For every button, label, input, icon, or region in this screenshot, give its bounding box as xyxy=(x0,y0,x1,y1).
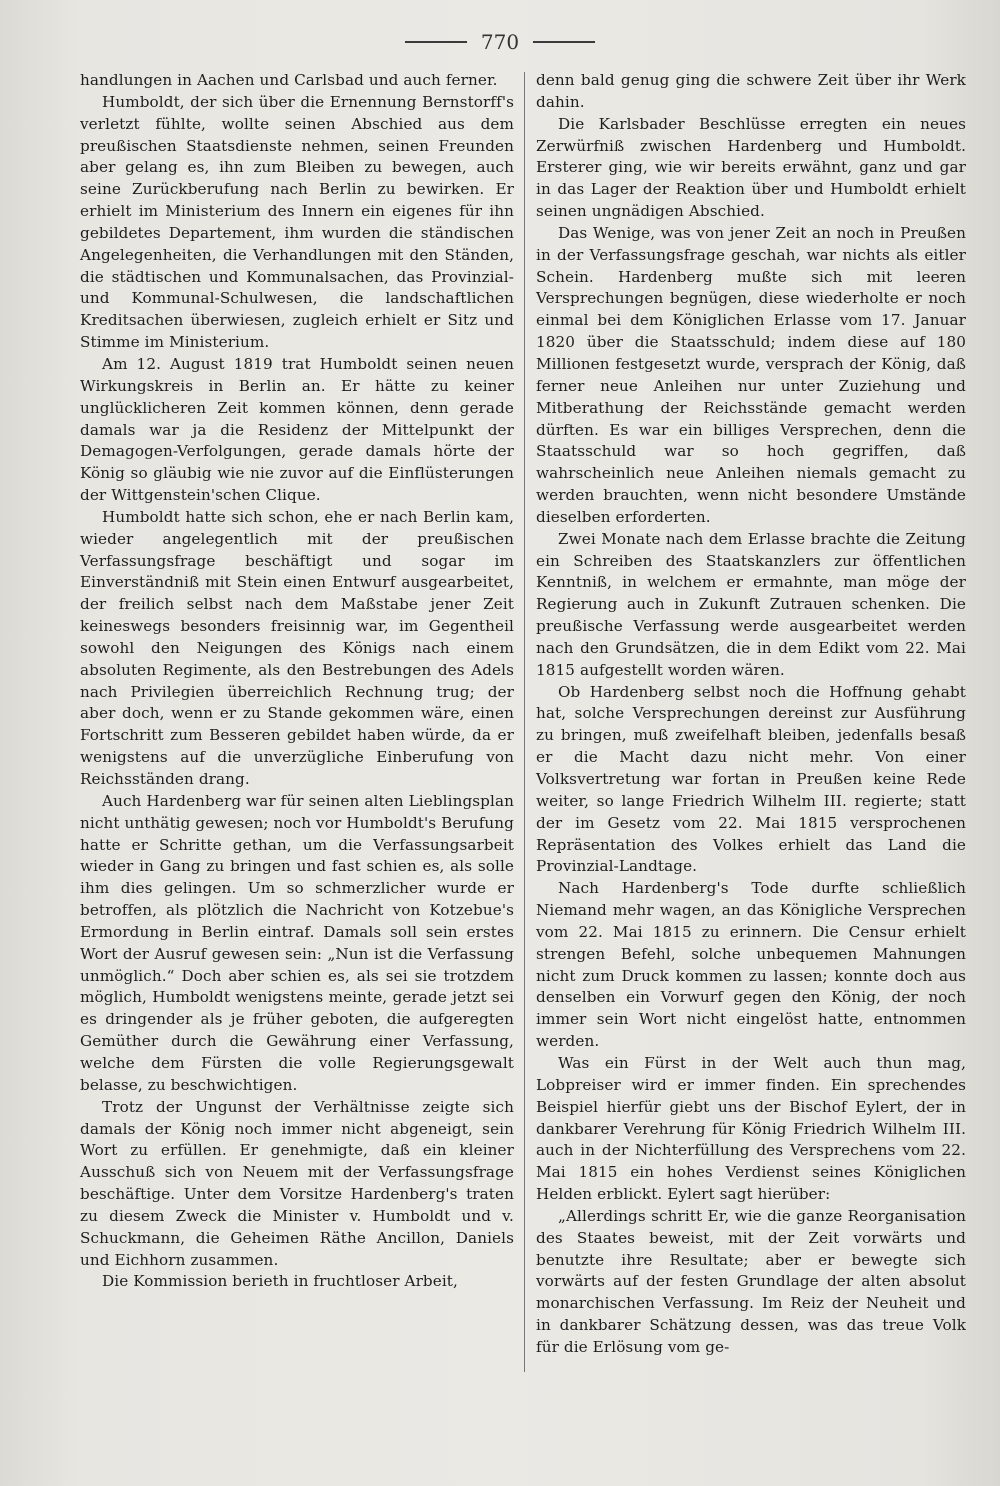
left-column xyxy=(80,70,514,1293)
paragraph: Die Karlsbader Beschlüsse erregten ein neues Zerwürfniß zwischen Hardenberg und Humboldt. Ersterer ging, wie wir bereits erwähnt, ganz und gar in das Lager der Reaktion über und Humboldt erhielt seinen ungnädigen Abschied. xyxy=(536,114,966,221)
paragraph: handlungen in Aachen und Carlsbad und auch ferner. xyxy=(80,71,498,89)
header-rule-right xyxy=(533,41,595,43)
header-rule-left xyxy=(405,41,467,43)
paragraph: Trotz der Ungunst der Verhältnisse zeigte sich damals der König noch immer nicht abgeneigt, sein Wort zu erfüllen. Er genehmigte, daß ein kleiner Ausschuß sich von Neuem mit der Verfassungsfrage beschäftige. Unter dem Vorsitze Hardenberg's traten zu diesem Zweck die Minister v. Humboldt und v. Schuckmann, die Geheimen Räthe Ancillon, Daniels und Eichhorn zusammen. xyxy=(80,1097,514,1269)
paragraph: Das Wenige, was von jener Zeit an noch in Preußen in der Verfassungsfrage geschah, war nichts als eitler Schein. Hardenberg mußte sich mit leeren Versprechungen begnügen, diese wiederholte er noch einmal bei dem Königlichen Erlasse vom 17. Januar 1820 über die Staatsschuld; indem diese auf 180 Millionen festgesetzt wurde, versprach der König, daß ferner neue Anleihen nur unter Zuziehung und Mitberathung der Reichsstände gemacht werden dürften. Es war ein billiges Versprechen, denn die Staatsschuld war so hoch gegriffen, daß wahrscheinlich neue Anleihen niemals gemacht zu werden brauchten, wenn nicht besondere Umstände dieselben erforderten. xyxy=(536,223,966,526)
paragraph: Humboldt hatte sich schon, ehe er nach Berlin kam, wieder angelegentlich mit der preußischen Verfassungsfrage beschäftigt und sogar im Einverständniß mit Stein einen Entwurf ausgearbeitet, der freilich selbst nach dem Maßstabe jener Zeit keineswegs besonders freisinnig war, im Gegentheil sowohl den Neigungen des Königs nach einem absoluten Regimente, als den Bestrebungen des Adels nach Privilegien überreichlich Rechnung trug; der aber doch, wenn er zu Stande gekommen wäre, einen Fortschritt zum Besseren gebildet haben würde, da er wenigstens auf die unverzügliche Einberufung von Reichsständen drang. xyxy=(80,507,514,788)
paragraph: Nach Hardenberg's Tode durfte schließlich Niemand mehr wagen, an das Königliche Versprechen vom 22. Mai 1815 zu erinnern. Die Censur erhielt strengen Befehl, solche unbequemen Mahnungen nicht zum Druck kommen zu lassen; konnte doch aus denselben ein Vorwurf gegen den König, der noch immer sein Wort nicht eingelöst hatte, entnommen werden. xyxy=(536,879,966,1051)
paragraph: Die Kommission berieth in fruchtloser Arbeit, xyxy=(102,1272,458,1291)
paragraph: Am 12. August 1819 trat Humboldt seinen neuen Wirkungskreis in Berlin an. Er hätte zu keiner unglücklicheren Zeit kommen können, denn gerade damals war ja die Residenz der Mittelpunkt der Demagogen-Verfolgungen, gerade damals hörte der König so gläubig wie nie zuvor auf die Einflüsterungen der Wittgenstein'schen Clique. xyxy=(80,354,514,505)
paragraph: denn bald genug ging die schwere Zeit über ihr Werk dahin. xyxy=(536,71,966,111)
paragraph: Auch Hardenberg war für seinen alten Lieblingsplan nicht unthätig gewesen; noch vor Humboldt's Berufung hatte er Schritte gethan, um die Verfassungsarbeit wieder in Gang zu bringen und fast schien es, als solle ihm dies gelingen. Um so schmerzlicher wurde er betroffen, als plötzlich die Nachricht von Kotzebue's Ermordung in Berlin eintraf. Damals soll sein erstes Wort der Ausruf gewesen sein: „Nun ist die Verfassung unmöglich.“ Doch aber schien es, als sei sie trotzdem möglich, Humboldt wenigstens meinte, gerade jetzt sei es dringender als je früher geboten, die aufgeregten Gemüther durch die Gewährung einer Verfassung, welche dem Fürsten die volle Regierungsgewalt belasse, zu beschwichtigen. xyxy=(80,791,514,1094)
paragraph: Was ein Fürst in der Welt auch thun mag, Lobpreiser wird er immer finden. Ein sprechendes Beispiel hierfür giebt uns der Bischof Eylert, der in dankbarer Verehrung für König Friedrich Wilhelm III. auch in der Nichterfüllung des Versprechens vom 22. Mai 1815 ein hohes Verdienst seines Königlichen Helden erblickt. Eylert sagt hierüber: xyxy=(536,1053,966,1204)
paragraph: Ob Hardenberg selbst noch die Hoffnung gehabt hat, solche Versprechungen dereinst zur Ausführung zu bringen, muß zweifelhaft bleiben, jedenfalls besaß er die Macht dazu nicht mehr. Von einer Volksvertretung war fortan in Preußen keine Rede weiter, so lange Friedrich Wilhelm III. regierte; statt der im Gesetz vom 22. Mai 1815 versprochenen Repräsentation des Volkes erhielt das Land die Provinzial-Landtage. xyxy=(536,682,966,876)
page-number: 770 xyxy=(480,30,520,54)
paragraph: Humboldt, der sich über die Ernennung Bernstorff's verletzt fühlte, wollte seinen Abschied aus dem preußischen Staatsdienste nehmen, seinen Freunden aber gelang es, ihn zum Bleiben zu bewegen, auch seine Zurückberufung nach Berlin zu bewirken. Er erhielt im Ministerium des Innern ein eigenes für ihn gebildetes Departement, ihm wurden die ständischen Angelegenheiten, die Verhandlungen mit den Ständen, die städtischen und Kommunalsachen, das Provinzial- und Kommunal-Schulwesen, die landschaftlichen Kreditsachen überwiesen, zugleich erhielt er Sitz und Stimme im Ministerium. xyxy=(80,92,514,352)
paragraph: „Allerdings schritt Er, wie die ganze Reorganisation des Staates beweist, mit der Zeit vorwärts und benutzte ihre Resultate; aber er bewegte sich vorwärts auf der festen Grundlage der alten absolut monarchischen Verfassung. Im Reiz der Neuheit und in dankbarer Schätzung dessen, was das treue Volk für die Erlösung vom ge- xyxy=(536,1206,966,1356)
column-divider xyxy=(524,72,525,1372)
paragraph: Zwei Monate nach dem Erlasse brachte die Zeitung ein Schreiben des Staatskanzlers zur öffentlichen Kenntniß, in welchem er ermahnte, man möge der Regierung auch in Zukunft Zutrauen schenken. Die preußische Verfassung werde ausgearbeitet werden nach den Grundsätzen, die in dem Edikt vom 22. Mai 1815 aufgestellt worden wären. xyxy=(536,529,966,679)
right-column xyxy=(536,70,966,1359)
page-header xyxy=(0,24,1000,60)
